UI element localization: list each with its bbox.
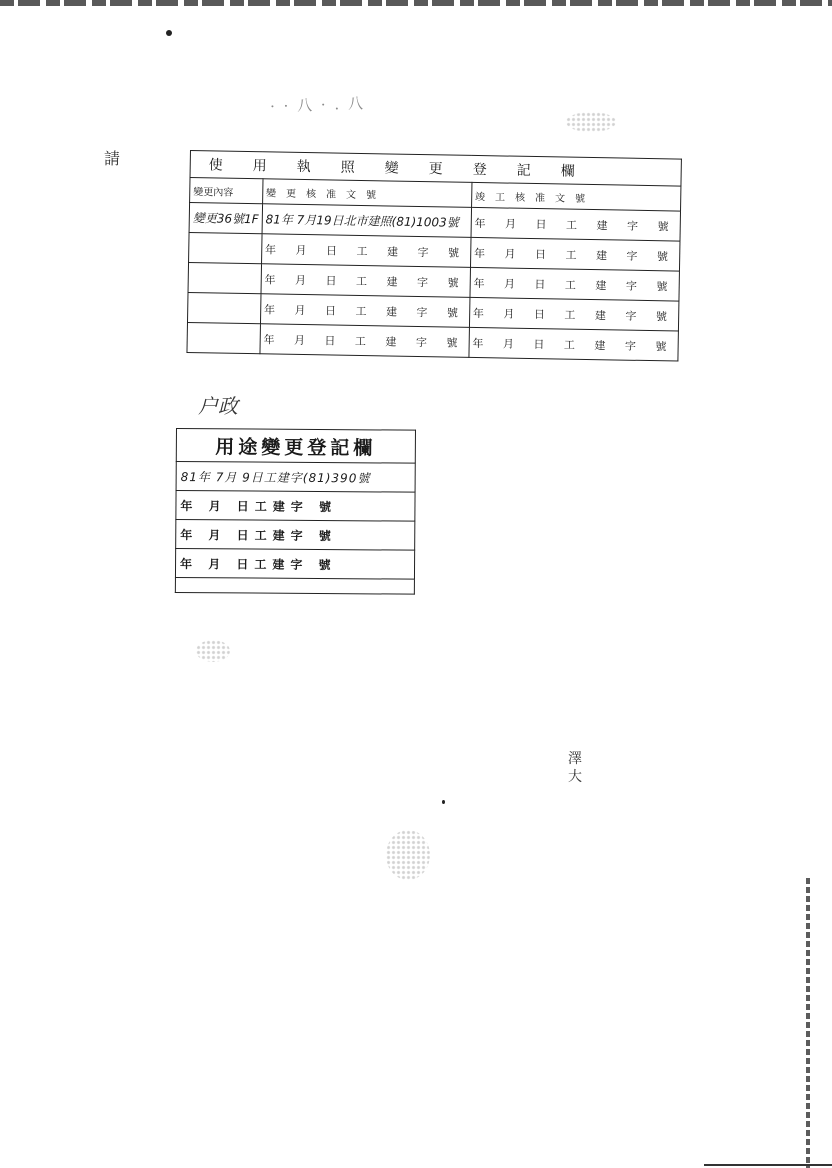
usage-permit-table-title: 使用執照變更登記欄 <box>190 151 681 187</box>
completion-approval-cell: 年 月 日 工 建 字 號 <box>471 207 680 241</box>
ink-dot <box>442 800 445 804</box>
blank-cell <box>175 577 414 594</box>
change-content-cell <box>187 292 260 323</box>
scan-smudge <box>566 112 616 132</box>
column-header-change-content: 變更內容 <box>190 178 263 204</box>
purpose-change-entry: 年 月 日工建字 號 <box>176 520 415 551</box>
side-note-handwriting: 請 <box>104 149 121 168</box>
purpose-change-entry: 年 月 日工建字 號 <box>176 491 415 522</box>
change-content-cell <box>189 232 262 263</box>
faint-header-handwriting: · · 八 · . 八 <box>269 94 366 116</box>
purpose-change-table <box>175 428 416 595</box>
table-row-blank <box>175 577 414 594</box>
change-content-cell <box>188 262 261 293</box>
scan-edge-top <box>0 0 832 6</box>
purpose-change-entry: 81年 7月 9日工建字(81)390號 <box>176 462 415 493</box>
scan-edge-right <box>806 878 810 1168</box>
completion-approval-cell: 年 月 日 工 建 字 號 <box>469 297 678 331</box>
change-content-cell: 變更36號1F <box>189 203 262 234</box>
column-header-completion-approval-no: 竣工核准文號 <box>471 182 680 211</box>
table-title-row <box>176 429 415 464</box>
completion-approval-cell: 年 月 日 工 建 字 號 <box>470 267 679 301</box>
scan-edge-bottom <box>704 1164 832 1166</box>
column-header-change-approval-no: 變更核准文號 <box>262 179 471 208</box>
change-approval-cell: 年 月 日 工 建 字 號 <box>261 234 470 268</box>
table-row <box>176 520 415 551</box>
table-row <box>175 549 414 580</box>
scan-smudge <box>386 830 430 880</box>
change-approval-cell: 81年 7月19日北市建照(81)1003號 <box>262 204 471 238</box>
lower-handwritten-mark <box>568 750 582 786</box>
purpose-table-title: 用途變更登記欄 <box>176 429 415 464</box>
change-approval-cell: 年 月 日 工 建 字 號 <box>260 294 469 328</box>
handwritten-note: 户政 <box>198 394 238 418</box>
completion-approval-cell: 年 月 日 工 建 字 號 <box>470 237 679 271</box>
table-row <box>176 462 415 493</box>
change-approval-cell: 年 月 日 工 建 字 號 <box>261 264 470 298</box>
ink-dot <box>166 30 172 36</box>
purpose-change-entry: 年 月 日工建字 號 <box>175 549 414 580</box>
table-row <box>176 491 415 522</box>
change-approval-cell: 年 月 日 工 建 字 號 <box>260 324 469 358</box>
scan-smudge <box>196 640 230 662</box>
completion-approval-cell: 年 月 日 工 建 字 號 <box>469 327 678 361</box>
usage-permit-change-table <box>186 150 681 362</box>
lower-mark-text: 澤 大 <box>568 751 582 785</box>
change-content-cell <box>187 322 260 353</box>
